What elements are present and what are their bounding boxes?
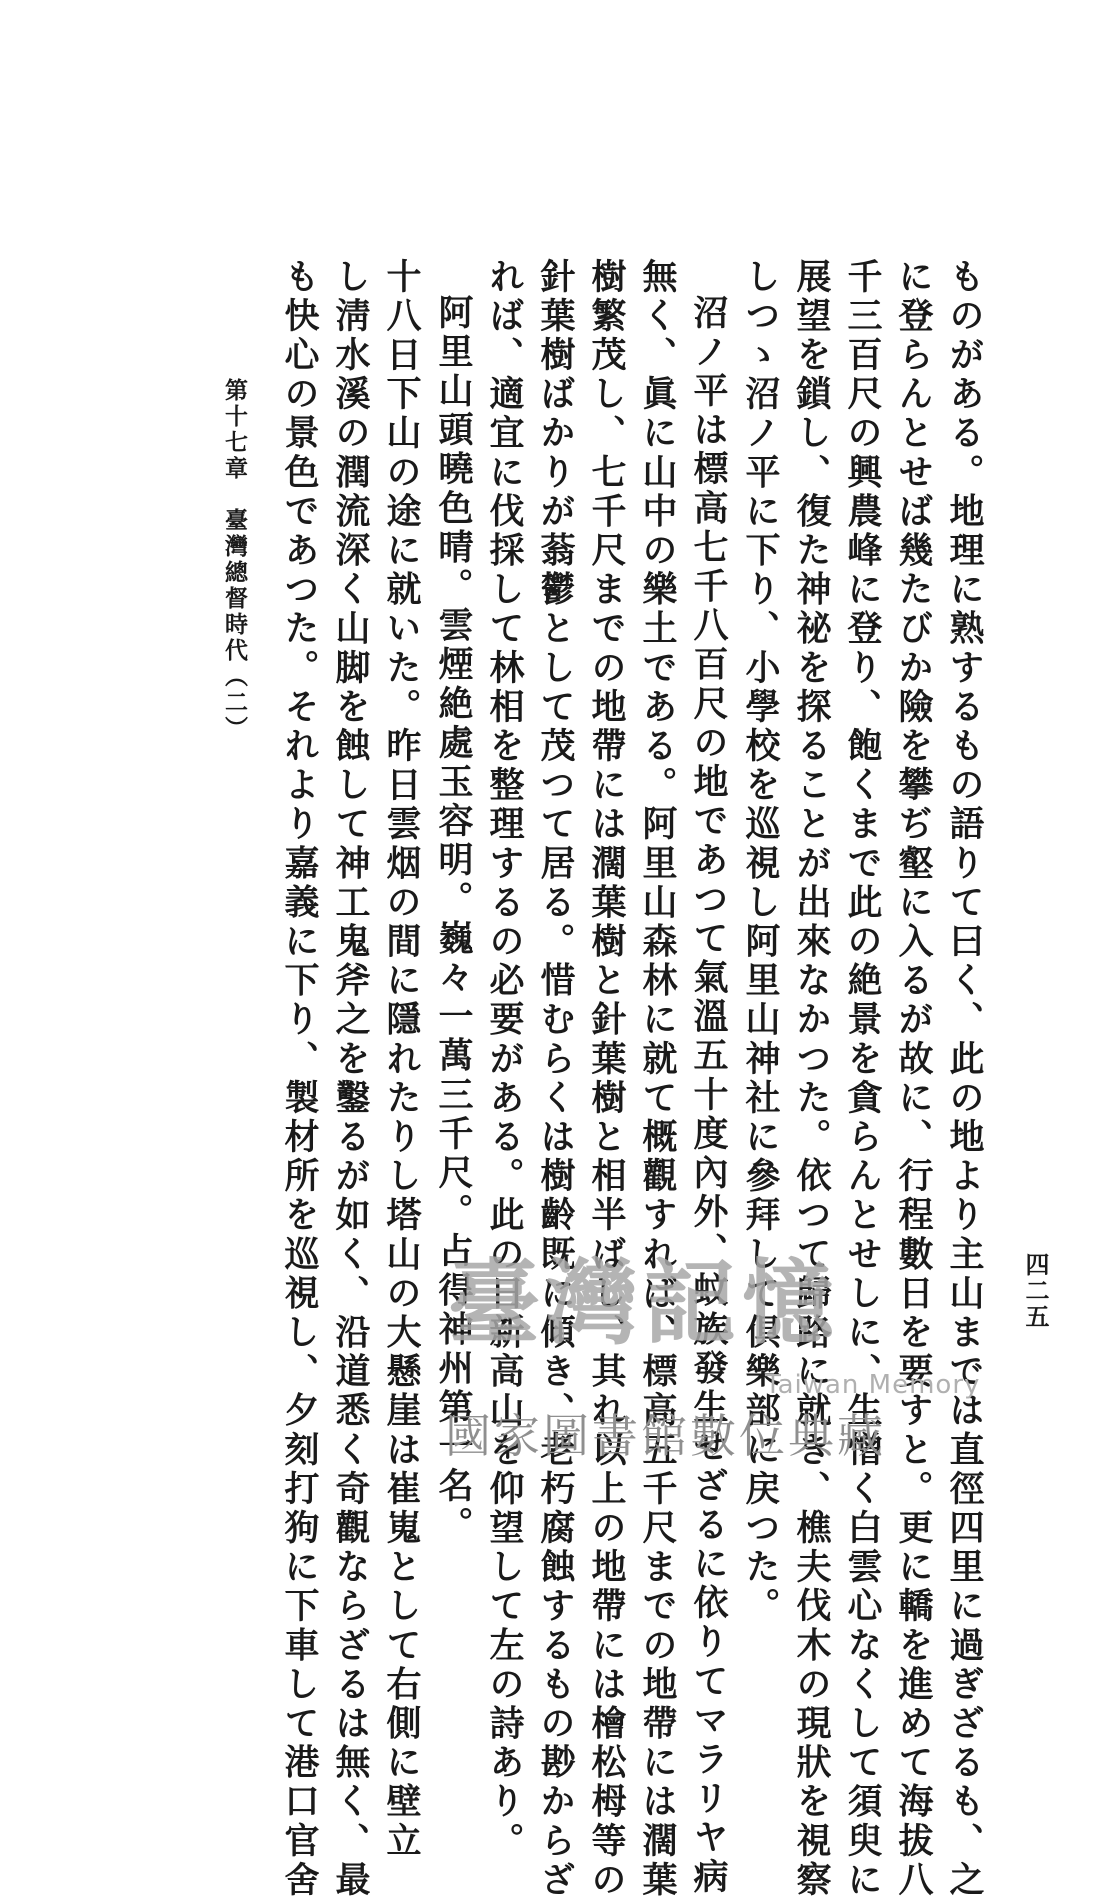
text-column-7: 無く、眞に山中の樂土である。阿里山森林に就て概觀すれば、標高五千尺までの地帶には濶葉 bbox=[637, 258, 678, 1900]
page-number: 四二五 bbox=[1021, 1252, 1050, 1330]
text-column-10: れば、適宜に伐採して林相を整理するの必要がある。此の日新高山を仰望して左の詩あり。 bbox=[484, 258, 525, 1862]
watermark-logo: 臺灣記憶 bbox=[448, 1249, 841, 1357]
text-column-3: 千三百尺の興農峰に登り、飽くまで此の絶景を貪らんとせしに、生憎く白雲心なくして須臾に bbox=[842, 258, 883, 1900]
text-column-13: し淸水溪の潤流深く山脚を蝕して神工鬼斧之を鑿るが如く、沿道悉く奇觀ならざるは無く、最 bbox=[330, 258, 371, 1900]
text-column-14: も快心の景色であつた。それより嘉義に下り、製材所を巡視し、夕刻打狗に下車して港口官舍 bbox=[279, 258, 320, 1900]
text-column-1: ものがある。地理に熟するもの語りて曰く、此の地より主山までは直徑四里に過ぎざるも、之 bbox=[944, 258, 985, 1900]
text-column-11: 阿里山頭曉色晴。雲煙絶處玉容明。巍々一萬三千尺。占得神州第一名。 bbox=[433, 294, 474, 1546]
text-column-9: 針葉樹ばかりが蓊鬱として茂つて居る。惜むらくは樹齡既に傾き、老朽腐蝕するもの尠からざ bbox=[535, 258, 576, 1900]
text-column-2: に登らんとせば幾たびか險を攀ぢ壑に入るが故に、行程數日を要すと。更に轎を進めて海拔八 bbox=[893, 258, 934, 1900]
watermark-institution: 國家圖書館數位典藏 bbox=[445, 1409, 886, 1463]
text-column-4: 展望を鎖し、復た神祕を探ることが出來なかつた。依つて歸路に就き、樵夫伐木の現狀を視察 bbox=[791, 258, 832, 1900]
text-column-5: しつゝ沼ノ平に下り、小學校を巡視し阿里山神社に參拜して倶樂部に戻つた。 bbox=[740, 258, 781, 1627]
watermark-english: Taiwan Memory bbox=[765, 1370, 981, 1400]
text-column-8: 樹繁茂し、七千尺までの地帶には濶葉樹と針葉樹と相半ばし、其れ以上の地帶には檜松栂等の bbox=[586, 258, 627, 1900]
text-column-6: 沼ノ平は標高七千八百尺の地であつて氣溫五十度內外、蚊族發生せざるに依りてマラリヤ病 bbox=[688, 294, 729, 1898]
text-column-12: 十八日下山の途に就いた。昨日雲烟の間に隱れたりし塔山の大懸崖は崔嵬として右側に壁立 bbox=[381, 258, 422, 1862]
chapter-title: 第十七章 臺灣總督時代（二） bbox=[221, 378, 248, 742]
